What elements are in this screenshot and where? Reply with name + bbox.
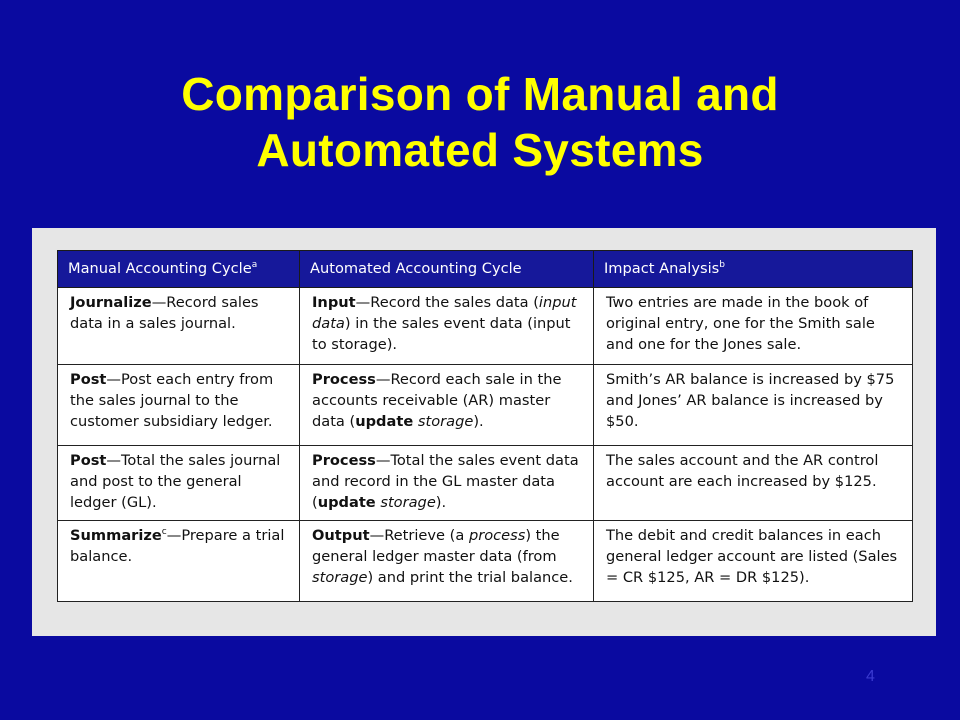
manual-cell: Post—Post each entry from the sales journal to the customer subsidiary ledger. — [58, 365, 300, 446]
header-automated-cycle: Automated Accounting Cycle — [300, 251, 594, 288]
header-row — [58, 251, 913, 288]
title-line-1: Comparison of Manual and — [181, 68, 779, 120]
table-row — [58, 521, 913, 602]
impact-cell: The sales account and the AR control account are each increased by $125. — [594, 446, 913, 521]
slide-title — [0, 66, 960, 178]
header-impact-analysis: Impact Analysis$^b$ — [594, 251, 913, 288]
automated-cell: Process—Total the sales event data and record in the GL master data (update storage). — [300, 446, 594, 521]
manual-cell: Summarize$^c$—Prepare a trial balance. — [58, 521, 300, 602]
table-row — [58, 365, 913, 446]
automated-cell: Input—Record the sales data (input data) in the sales event data (input to storage). — [300, 288, 594, 365]
automated-cell: Process—Record each sale in the accounts receivable (AR) master data (update storage). — [300, 365, 594, 446]
impact-cell: The debit and credit balances in each general ledger account are listed (Sales = CR $125, AR = DR $125). — [594, 521, 913, 602]
automated-cell: Output—Retrieve (a process) the general ledger master data (from storage) and print the trial balance. — [300, 521, 594, 602]
manual-cell: Post—Total the sales journal and post to the general ledger (GL). — [58, 446, 300, 521]
table-row — [58, 288, 913, 365]
impact-cell: Smith’s AR balance is increased by $75 and Jones’ AR balance is increased by $50. — [594, 365, 913, 446]
impact-cell: Two entries are made in the book of original entry, one for the Smith sale and one for the Jones sale. — [594, 288, 913, 365]
table-panel — [32, 228, 936, 636]
table-row — [58, 446, 913, 521]
title-line-2: Automated Systems — [256, 124, 704, 176]
manual-cell: Journalize—Record sales data in a sales journal. — [58, 288, 300, 365]
header-manual-cycle: Manual Accounting Cycle$^a$ — [58, 251, 300, 288]
comparison-table — [57, 250, 913, 602]
page-number: 4 — [866, 668, 875, 685]
